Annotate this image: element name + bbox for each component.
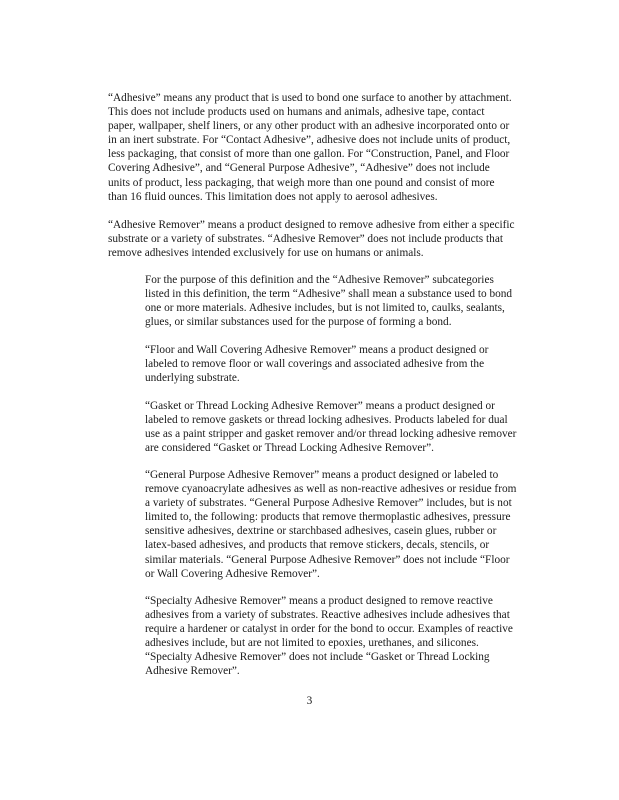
subparagraph-specialty-remover: “Specialty Adhesive Remover” means a product designed to remove reactive adhesives from a variety of substrates. Reactive adhesives include adhesives that require a hardener or catalyst in order for the bond to occur. Examples of reactive adhesives include, but are not limited to epoxies, urethanes, and silicones. “Specialty Adhesive Remover” does not include “Gasket or Thread Locking Adhesive Remover”. xyxy=(145,595,513,678)
definition-adhesive-remover: “Adhesive Remover” means a product designed to remove adhesive from either a specific substrate or a variety of substrates. “Adhesive Remover” does not include products that remove adhesives intended exclusively for use on humans or animals. xyxy=(108,219,515,260)
subparagraph-adhesive-purpose: For the purpose of this definition and the “Adhesive Remover” subcategories listed in this definition, the term “Adhesive” shall mean a substance used to bond one or more materials. Adhesive includes, but is not limited to, caulks, sealants, glues, or similar substances used for the purpose of forming a bond. xyxy=(145,274,513,329)
subparagraph-floor-wall-covering-remover: “Floor and Wall Covering Adhesive Remover” means a product designed or labeled to remove floor or wall coverings and associated adhesive from the underlying substrate. xyxy=(145,344,489,385)
subparagraph-gasket-thread-locking-remover: “Gasket or Thread Locking Adhesive Remover” means a product designed or labeled to remove gaskets or thread locking adhesives. Products labeled for dual use as a paint stripper and gasket remover and/or thread locking adhesive remover are considered “Gasket or Thread Locking Adhesive Remover”. xyxy=(145,400,517,455)
page-number: 3 xyxy=(306,695,313,707)
subparagraph-general-purpose-remover: “General Purpose Adhesive Remover” means a product designed or labeled to remove cyanoacrylate adhesives as well as non-reactive adhesives or residue from a variety of substrates. “General Purpose Adhesive Remover” includes, but is not limited to, the following: products that remove thermoplastic adhesives, pressure sensitive adhesives, dextrine or starchbased adhesives, casein glues, rubber or latex-based adhesives, and products that remove stickers, decals, stencils, or similar materials. “General Purpose Adhesive Remover” does not include “Floor or Wall Covering Adhesive Remover”. xyxy=(145,469,517,580)
definition-adhesive: “Adhesive” means any product that is used to bond one surface to another by attachment. This does not include products used on humans and animals, adhesive tape, contact paper, wallpaper, shelf liners, or any other product with an adhesive incorporated onto or in an inert substrate. For “Contact Adhesive”, adhesive does not include units of product, less packaging, that consist of more than one gallon. For “Construction, Panel, and Floor Covering Adhesive”, and “General Purpose Adhesive”, “Adhesive” does not include units of product, less packaging, that weigh more than one pound and consist of more than 16 fluid ounces. This limitation does not apply to aerosol adhesives. xyxy=(108,92,512,203)
